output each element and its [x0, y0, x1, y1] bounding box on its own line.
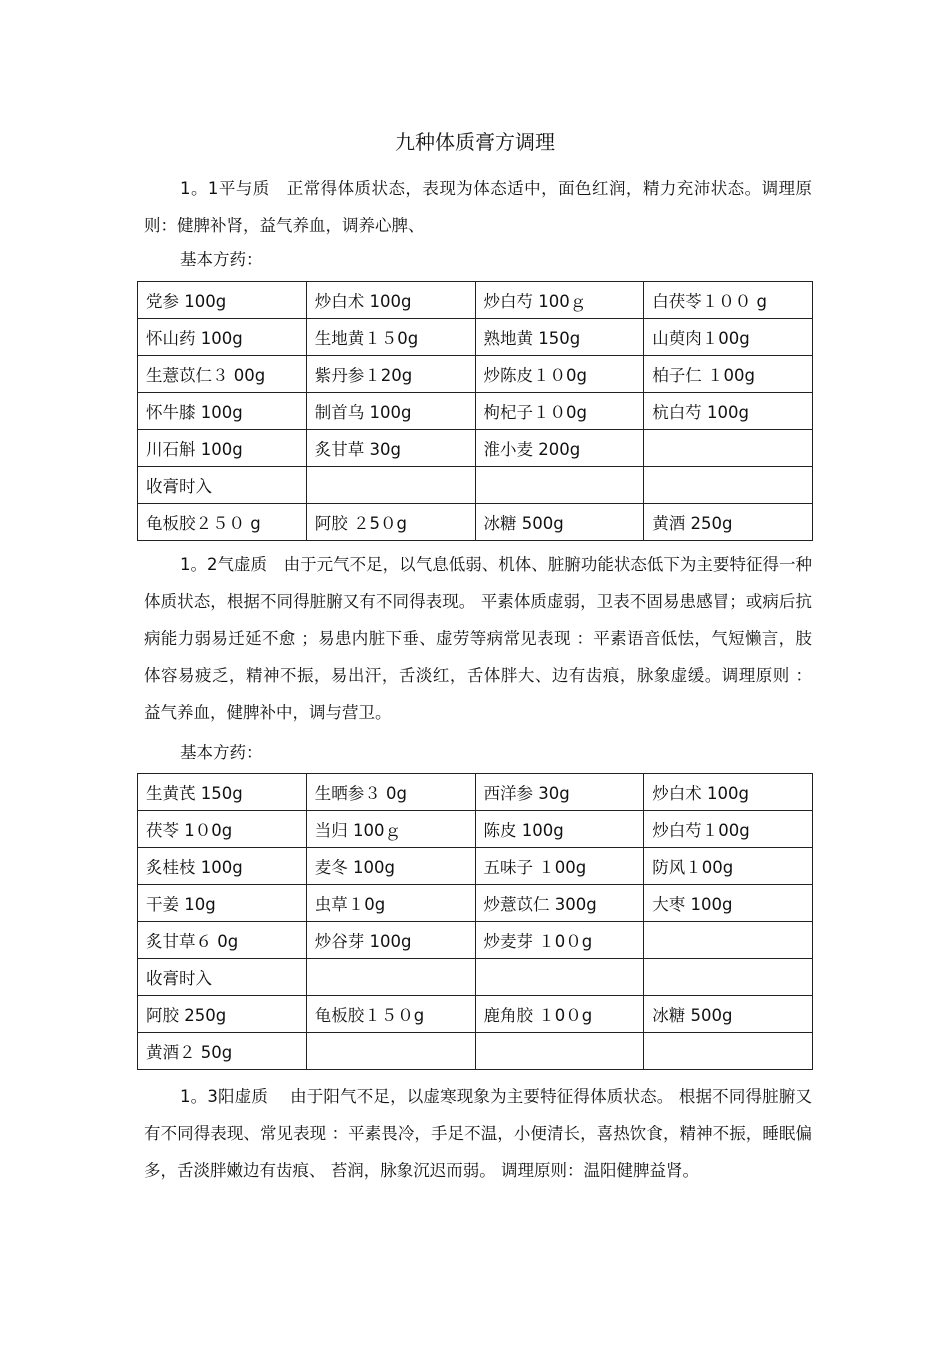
table-row: [138, 885, 813, 922]
section-2-intro: 1。2气虚质 由于元气不足，以气息低弱、机体、脏腑功能状态低下为主要特征得一种体质状态，根据不同得脏腑又有不同得表现。 平素体质虚弱，卫表不固易患感冒；或病后抗病能力弱易迁延不愈 ；易患内脏下垂、虚劳等病常见表现 ：平素语音低怯，气短懒言，肢体容易疲乏，精神不振，易出汗，舌淡红，舌体胖大、边有齿痕，脉象虚缓。调理原则 ： 益气养血，健脾补中，调与营卫。: [144, 555, 812, 722]
table-cell: 枸杞子１０0g: [475, 393, 644, 430]
table-row: [138, 774, 813, 811]
table-cell: 冰糖 500g: [644, 996, 813, 1033]
table-cell: 炒白术 100g: [644, 774, 813, 811]
table-cell: 鹿角胶 １0０g: [475, 996, 644, 1033]
table-cell: 冰糖 500g: [475, 504, 644, 541]
section-1-recipe-label: 基本方药：: [180, 250, 263, 269]
table-row: [138, 504, 813, 541]
table-cell: 白茯苓１００ g: [644, 282, 813, 319]
table-cell: 炒谷芽 100g: [306, 922, 475, 959]
table-cell: 五味子 １00g: [475, 848, 644, 885]
table-cell: 炒麦芽 １0０g: [475, 922, 644, 959]
table-cell: 制首乌 100g: [306, 393, 475, 430]
table-cell: 怀牛膝 100g: [138, 393, 307, 430]
section-2-recipe-label: 基本方药：: [180, 743, 263, 762]
section-1-herb-table: [137, 281, 813, 541]
table-cell: 龟板胶２５０ g: [138, 504, 307, 541]
page-title: 九种体质膏方调理: [395, 130, 555, 154]
table-cell: 干姜 10g: [138, 885, 307, 922]
table-cell: [475, 467, 644, 504]
table-row: [138, 319, 813, 356]
table-cell: 杭白芍 100g: [644, 393, 813, 430]
table-cell: 阿胶 250g: [138, 996, 307, 1033]
table-cell: 茯苓 1０0g: [138, 811, 307, 848]
table-cell: [644, 1033, 813, 1070]
table-cell: 炒白术 100g: [306, 282, 475, 319]
section-2-herb-table: [137, 773, 813, 1070]
table-cell: 生黄芪 150g: [138, 774, 307, 811]
table-cell: 炒薏苡仁 300g: [475, 885, 644, 922]
table-cell: 收膏时入: [138, 959, 307, 996]
table-cell: [475, 959, 644, 996]
table-row: [138, 848, 813, 885]
table-cell: 大枣 100g: [644, 885, 813, 922]
table-cell: 龟板胶１５０g: [306, 996, 475, 1033]
table-cell: 虫草１0g: [306, 885, 475, 922]
table-row: [138, 467, 813, 504]
table-cell: [644, 959, 813, 996]
table-row: [138, 356, 813, 393]
table-cell: 黄酒 250g: [644, 504, 813, 541]
table-row: [138, 996, 813, 1033]
table-row: [138, 1033, 813, 1070]
table-cell: 生薏苡仁３ 00g: [138, 356, 307, 393]
table-cell: 黄酒２ 50g: [138, 1033, 307, 1070]
table-cell: 炙桂枝 100g: [138, 848, 307, 885]
table-row: [138, 959, 813, 996]
table-cell: [644, 467, 813, 504]
table-cell: 防风１00g: [644, 848, 813, 885]
table-cell: 西洋参 30g: [475, 774, 644, 811]
table-cell: 紫丹参１20g: [306, 356, 475, 393]
table-cell: 生晒参３ 0g: [306, 774, 475, 811]
table-cell: 收膏时入: [138, 467, 307, 504]
table-row: [138, 282, 813, 319]
table-cell: 当归 100ｇ: [306, 811, 475, 848]
table-cell: 炒陈皮１０0g: [475, 356, 644, 393]
table-cell: [306, 1033, 475, 1070]
table-cell: [644, 430, 813, 467]
section-1-intro: 1。1平与质 正常得体质状态，表现为体态适中，面色红润，精力充沛状态。调理原则：健脾补肾，益气养血，调养心脾、: [144, 179, 812, 235]
table-cell: 炙甘草 30g: [306, 430, 475, 467]
table-cell: 柏子仁 １00g: [644, 356, 813, 393]
table-cell: [306, 959, 475, 996]
table-cell: 麦冬 100g: [306, 848, 475, 885]
table-cell: 党参 100g: [138, 282, 307, 319]
section-3-intro: 1。3阳虚质 由于阳气不足，以虚寒现象为主要特征得体质状态。 根据不同得脏腑又有不同得表现、常见表现 ：平素畏冷，手足不温，小便清长，喜热饮食，精神不振，睡眠偏多，舌淡胖嫩边有齿痕、 苔润，脉象沉迟而弱。 调理原则：温阳健脾益肾。: [144, 1087, 812, 1180]
table-cell: 山萸肉１00g: [644, 319, 813, 356]
table-row: [138, 393, 813, 430]
table-cell: [644, 922, 813, 959]
table-cell: 炙甘草６ 0g: [138, 922, 307, 959]
table-cell: 陈皮 100g: [475, 811, 644, 848]
table-cell: 炒白芍１00g: [644, 811, 813, 848]
table-cell: 川石斛 100g: [138, 430, 307, 467]
table-cell: 炒白芍 100ｇ: [475, 282, 644, 319]
table-cell: 淮小麦 200g: [475, 430, 644, 467]
table-cell: 生地黄１５0g: [306, 319, 475, 356]
table-row: [138, 922, 813, 959]
table-cell: [306, 467, 475, 504]
table-cell: [475, 1033, 644, 1070]
table-row: [138, 430, 813, 467]
table-cell: 熟地黄 150g: [475, 319, 644, 356]
table-cell: 怀山药 100g: [138, 319, 307, 356]
table-cell: 阿胶 ２5０g: [306, 504, 475, 541]
table-row: [138, 811, 813, 848]
